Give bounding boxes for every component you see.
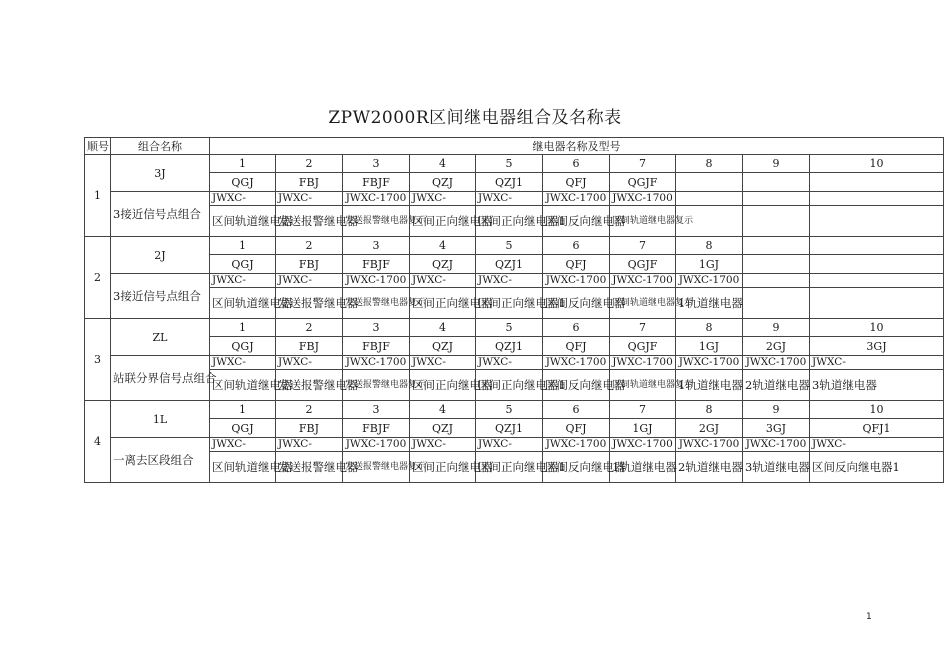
relay-model-cell: JWXC- bbox=[810, 356, 944, 370]
relay-model-cell: JWXC-1700 bbox=[343, 274, 410, 288]
relay-code-cell: QZJ bbox=[410, 255, 476, 274]
relay-model-cell: JWXC- bbox=[476, 274, 543, 288]
relay-number-cell: 3 bbox=[343, 237, 410, 255]
group-2-model-row bbox=[85, 274, 944, 288]
relay-number-cell: 10 bbox=[810, 319, 944, 337]
relay-description-cell: 区间轨道继电器复示 bbox=[610, 370, 676, 401]
relay-code-cell: QZJ1 bbox=[476, 173, 543, 192]
relay-code-cell: FBJ bbox=[276, 255, 343, 274]
relay-model-cell: JWXC- bbox=[210, 356, 276, 370]
group-2-desc-row bbox=[85, 288, 944, 319]
relay-number-cell: 1 bbox=[210, 319, 276, 337]
relay-description-cell: 区间轨道继电器 bbox=[210, 288, 276, 319]
relay-number-cell: 10 bbox=[810, 401, 944, 419]
relay-description-cell: 1轨道继电器 bbox=[610, 452, 676, 483]
relay-code-cell: QGJF bbox=[610, 337, 676, 356]
relay-description-cell: 发送报警继电器复示 bbox=[343, 288, 410, 319]
relay-number-cell: 5 bbox=[476, 319, 543, 337]
relay-description-cell: 2轨道继电器 bbox=[743, 370, 810, 401]
relay-number-cell: 3 bbox=[343, 319, 410, 337]
relay-description-cell: 发送报警继电器复示 bbox=[343, 206, 410, 237]
relay-description-cell: 3轨道继电器 bbox=[743, 452, 810, 483]
group-name: 站联分界信号点组合 bbox=[111, 356, 210, 401]
relay-model-cell: JWXC-1700 bbox=[343, 438, 410, 452]
relay-description-cell: 发送报警继电器 bbox=[276, 206, 343, 237]
relay-model-cell: JWXC-1700 bbox=[676, 356, 743, 370]
group-1-num-row bbox=[85, 155, 944, 173]
group-4-code-row bbox=[85, 419, 944, 438]
relay-model-cell bbox=[810, 274, 944, 288]
relay-description-cell: 区间反向继电器 bbox=[543, 452, 610, 483]
relay-code-cell: FBJF bbox=[343, 419, 410, 438]
relay-table bbox=[84, 137, 944, 483]
relay-code-cell: QZJ1 bbox=[476, 419, 543, 438]
group-3-model-row bbox=[85, 356, 944, 370]
relay-number-cell: 1 bbox=[210, 401, 276, 419]
relay-number-cell: 7 bbox=[610, 237, 676, 255]
header-relays: 继电器名称及型号 bbox=[210, 138, 944, 155]
relay-code-cell: FBJF bbox=[343, 337, 410, 356]
relay-model-cell: JWXC- bbox=[210, 192, 276, 206]
relay-description-cell: 2轨道继电器 bbox=[676, 452, 743, 483]
relay-number-cell: 9 bbox=[743, 155, 810, 173]
relay-description-cell: 区间正向继电器1 bbox=[476, 452, 543, 483]
relay-number-cell: 8 bbox=[676, 155, 743, 173]
relay-model-cell: JWXC- bbox=[410, 438, 476, 452]
relay-description-cell: 区间轨道继电器复示 bbox=[610, 288, 676, 319]
relay-code-cell: QGJF bbox=[610, 173, 676, 192]
relay-model-cell: JWXC- bbox=[476, 192, 543, 206]
relay-model-cell: JWXC- bbox=[476, 356, 543, 370]
relay-code-cell: QGJF bbox=[610, 255, 676, 274]
relay-number-cell: 2 bbox=[276, 401, 343, 419]
relay-description-cell: 1轨道继电器 bbox=[676, 288, 743, 319]
relay-description-cell: 区间正向继电器 bbox=[410, 288, 476, 319]
relay-number-cell: 4 bbox=[410, 319, 476, 337]
group-2-num-row bbox=[85, 237, 944, 255]
relay-code-cell: 1GJ bbox=[676, 255, 743, 274]
document-title: ZPW2000R区间继电器组合及名称表 bbox=[328, 108, 622, 128]
relay-number-cell bbox=[810, 237, 944, 255]
relay-number-cell: 5 bbox=[476, 401, 543, 419]
relay-code-cell: 1GJ bbox=[610, 419, 676, 438]
relay-description-cell: 发送报警继电器复示 bbox=[343, 452, 410, 483]
group-name: 一离去区段组合 bbox=[111, 438, 210, 483]
relay-code-cell: QGJ bbox=[210, 419, 276, 438]
relay-number-cell: 7 bbox=[610, 319, 676, 337]
relay-description-cell: 区间正向继电器 bbox=[410, 370, 476, 401]
relay-code-cell: QFJ bbox=[543, 173, 610, 192]
relay-model-cell: JWXC-1700 bbox=[543, 274, 610, 288]
group-index: 4 bbox=[85, 401, 111, 483]
relay-model-cell: JWXC-1700 bbox=[543, 192, 610, 206]
relay-number-cell: 8 bbox=[676, 401, 743, 419]
relay-code-cell: FBJ bbox=[276, 173, 343, 192]
relay-model-cell: JWXC- bbox=[276, 438, 343, 452]
header-row bbox=[85, 138, 944, 155]
relay-code-cell: FBJ bbox=[276, 419, 343, 438]
relay-description-cell: 区间正向继电器 bbox=[410, 206, 476, 237]
relay-code-cell: 3GJ bbox=[743, 419, 810, 438]
relay-number-cell: 5 bbox=[476, 155, 543, 173]
relay-description-cell: 区间正向继电器 bbox=[410, 452, 476, 483]
relay-code-cell: QZJ bbox=[410, 419, 476, 438]
group-4-num-row bbox=[85, 401, 944, 419]
relay-description-cell bbox=[810, 206, 944, 237]
relay-code-cell bbox=[743, 255, 810, 274]
relay-number-cell: 6 bbox=[543, 237, 610, 255]
group-name: 3接近信号点组合 bbox=[111, 274, 210, 319]
relay-description-cell: 发送报警继电器 bbox=[276, 452, 343, 483]
relay-model-cell bbox=[676, 192, 743, 206]
relay-description-cell: 区间轨道继电器 bbox=[210, 370, 276, 401]
relay-model-cell: JWXC-1700 bbox=[343, 192, 410, 206]
relay-model-cell: JWXC- bbox=[410, 192, 476, 206]
relay-number-cell: 6 bbox=[543, 155, 610, 173]
relay-code-cell: QZJ1 bbox=[476, 255, 543, 274]
relay-code-cell: QFJ bbox=[543, 337, 610, 356]
relay-number-cell: 8 bbox=[676, 237, 743, 255]
header-index: 顺号 bbox=[85, 138, 111, 155]
relay-number-cell: 1 bbox=[210, 237, 276, 255]
relay-number-cell: 6 bbox=[543, 401, 610, 419]
relay-code-cell: QZJ bbox=[410, 173, 476, 192]
group-index: 2 bbox=[85, 237, 111, 319]
relay-model-cell: JWXC- bbox=[210, 274, 276, 288]
relay-description-cell: 区间轨道继电器 bbox=[210, 206, 276, 237]
relay-number-cell: 9 bbox=[743, 319, 810, 337]
relay-model-cell: JWXC- bbox=[276, 274, 343, 288]
relay-description-cell: 区间轨道继电器复示 bbox=[610, 206, 676, 237]
group-1-desc-row bbox=[85, 206, 944, 237]
relay-model-cell: JWXC-1700 bbox=[676, 438, 743, 452]
relay-code-cell: QZJ bbox=[410, 337, 476, 356]
group-3-code-row bbox=[85, 337, 944, 356]
relay-model-cell bbox=[810, 192, 944, 206]
relay-model-cell: JWXC-1700 bbox=[610, 192, 676, 206]
relay-description-cell: 1轨道继电器 bbox=[676, 370, 743, 401]
relay-number-cell: 1 bbox=[210, 155, 276, 173]
relay-code-cell: FBJF bbox=[343, 173, 410, 192]
relay-code-cell: QFJ1 bbox=[810, 419, 944, 438]
group-code: 2J bbox=[111, 237, 210, 274]
relay-number-cell: 9 bbox=[743, 401, 810, 419]
relay-description-cell: 区间反向继电器 bbox=[543, 206, 610, 237]
relay-number-cell: 7 bbox=[610, 401, 676, 419]
relay-number-cell: 4 bbox=[410, 401, 476, 419]
relay-model-cell: JWXC- bbox=[410, 356, 476, 370]
relay-code-cell: 2GJ bbox=[743, 337, 810, 356]
relay-number-cell: 3 bbox=[343, 155, 410, 173]
page-number: 1 bbox=[866, 612, 872, 622]
relay-description-cell: 发送报警继电器复示 bbox=[343, 370, 410, 401]
relay-model-cell: JWXC- bbox=[810, 438, 944, 452]
relay-model-cell: JWXC-1700 bbox=[343, 356, 410, 370]
group-1-model-row bbox=[85, 192, 944, 206]
relay-description-cell: 3轨道继电器 bbox=[810, 370, 944, 401]
relay-code-cell: QFJ bbox=[543, 255, 610, 274]
relay-model-cell: JWXC- bbox=[276, 356, 343, 370]
relay-model-cell: JWXC-1700 bbox=[743, 438, 810, 452]
relay-model-cell: JWXC-1700 bbox=[543, 356, 610, 370]
relay-description-cell: 区间反向继电器 bbox=[543, 288, 610, 319]
relay-code-cell: QGJ bbox=[210, 255, 276, 274]
relay-description-cell: 区间轨道继电器 bbox=[210, 452, 276, 483]
relay-code-cell: QFJ bbox=[543, 419, 610, 438]
relay-number-cell: 2 bbox=[276, 319, 343, 337]
relay-number-cell bbox=[743, 237, 810, 255]
relay-code-cell: 2GJ bbox=[676, 419, 743, 438]
relay-model-cell: JWXC-1700 bbox=[676, 274, 743, 288]
relay-code-cell: FBJ bbox=[276, 337, 343, 356]
group-4-desc-row bbox=[85, 452, 944, 483]
relay-description-cell: 区间正向继电器1 bbox=[476, 370, 543, 401]
group-name: 3接近信号点组合 bbox=[111, 192, 210, 237]
relay-code-cell: QGJ bbox=[210, 173, 276, 192]
relay-description-cell bbox=[743, 288, 810, 319]
group-code: 1L bbox=[111, 401, 210, 438]
relay-number-cell: 7 bbox=[610, 155, 676, 173]
relay-number-cell: 2 bbox=[276, 155, 343, 173]
relay-code-cell bbox=[810, 255, 944, 274]
relay-number-cell: 5 bbox=[476, 237, 543, 255]
group-4-model-row bbox=[85, 438, 944, 452]
relay-code-cell bbox=[810, 173, 944, 192]
relay-code-cell: QGJ bbox=[210, 337, 276, 356]
relay-model-cell: JWXC- bbox=[210, 438, 276, 452]
relay-description-cell: 区间正向继电器1 bbox=[476, 206, 543, 237]
relay-number-cell: 10 bbox=[810, 155, 944, 173]
group-index: 3 bbox=[85, 319, 111, 401]
relay-code-cell: 1GJ bbox=[676, 337, 743, 356]
relay-model-cell: JWXC- bbox=[410, 274, 476, 288]
relay-code-cell: FBJF bbox=[343, 255, 410, 274]
relay-description-cell: 发送报警继电器 bbox=[276, 288, 343, 319]
group-2-code-row bbox=[85, 255, 944, 274]
relay-model-cell: JWXC- bbox=[476, 438, 543, 452]
relay-code-cell: QZJ1 bbox=[476, 337, 543, 356]
relay-number-cell: 6 bbox=[543, 319, 610, 337]
relay-description-cell bbox=[810, 288, 944, 319]
relay-code-cell bbox=[743, 173, 810, 192]
relay-model-cell: JWXC-1700 bbox=[610, 274, 676, 288]
relay-description-cell: 区间反向继电器 bbox=[543, 370, 610, 401]
relay-model-cell bbox=[743, 274, 810, 288]
relay-model-cell: JWXC-1700 bbox=[543, 438, 610, 452]
relay-description-cell: 发送报警继电器 bbox=[276, 370, 343, 401]
relay-description-cell bbox=[743, 206, 810, 237]
relay-number-cell: 4 bbox=[410, 155, 476, 173]
relay-code-cell: 3GJ bbox=[810, 337, 944, 356]
relay-description-cell: 区间正向继电器1 bbox=[476, 288, 543, 319]
group-code: ZL bbox=[111, 319, 210, 356]
relay-number-cell: 4 bbox=[410, 237, 476, 255]
relay-number-cell: 3 bbox=[343, 401, 410, 419]
group-code: 3J bbox=[111, 155, 210, 192]
relay-model-cell: JWXC-1700 bbox=[743, 356, 810, 370]
relay-number-cell: 8 bbox=[676, 319, 743, 337]
relay-code-cell bbox=[676, 173, 743, 192]
header-group-name: 组合名称 bbox=[111, 138, 210, 155]
group-1-code-row bbox=[85, 173, 944, 192]
relay-model-cell: JWXC- bbox=[276, 192, 343, 206]
group-3-num-row bbox=[85, 319, 944, 337]
relay-model-cell bbox=[743, 192, 810, 206]
relay-number-cell: 2 bbox=[276, 237, 343, 255]
relay-description-cell: 区间反向继电器1 bbox=[810, 452, 944, 483]
relay-model-cell: JWXC-1700 bbox=[610, 356, 676, 370]
group-index: 1 bbox=[85, 155, 111, 237]
relay-model-cell: JWXC-1700 bbox=[610, 438, 676, 452]
